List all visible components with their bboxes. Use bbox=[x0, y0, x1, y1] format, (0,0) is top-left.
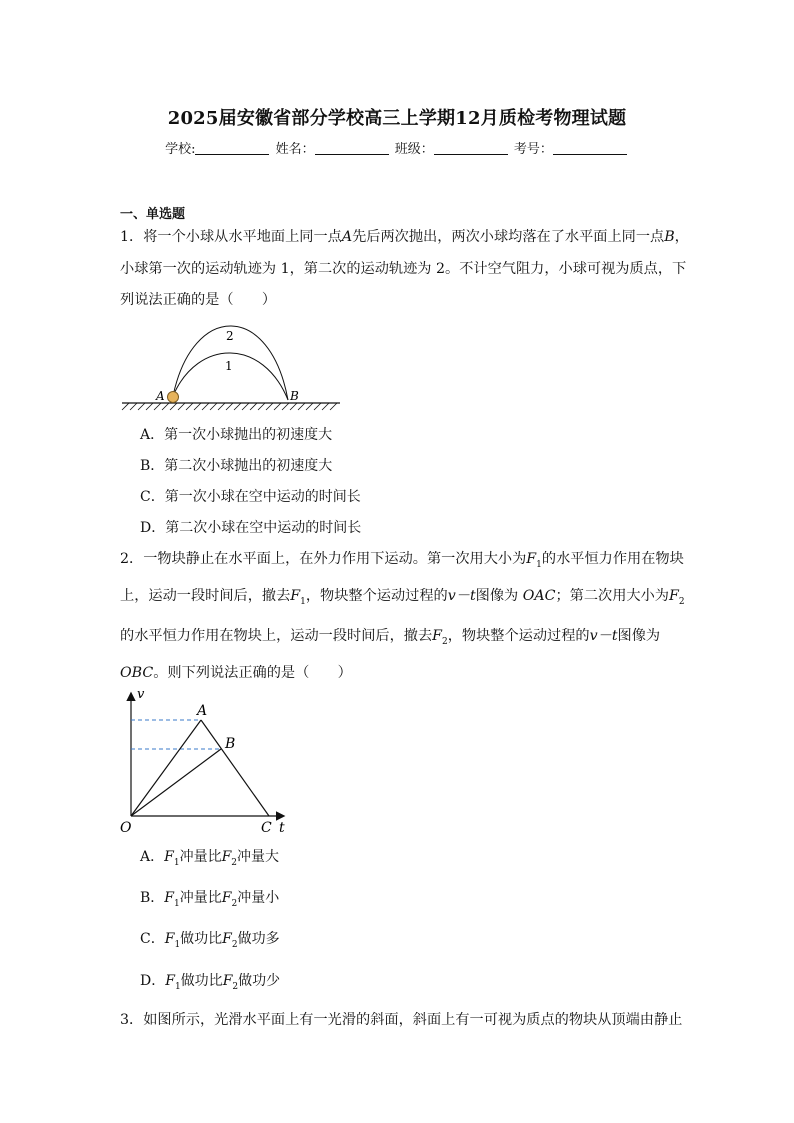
point-c-label: C bbox=[261, 820, 272, 836]
q2-vt-graph bbox=[115, 686, 295, 836]
class-blank[interactable] bbox=[434, 142, 508, 155]
q1-option-c[interactable]: C．第一次小球在空中运动的时间长 bbox=[140, 489, 361, 505]
q1-line-2: 小球第一次的运动轨迹为 1，第二次的运动轨迹为 2。不计空气阻力，小球可视为质点，下 bbox=[120, 261, 687, 277]
q2-line-4: OBC。则下列说法正确的是（ ） bbox=[120, 665, 352, 681]
q1-option-b[interactable]: B．第二次小球抛出的初速度大 bbox=[140, 458, 333, 474]
point-a-label: A bbox=[156, 389, 165, 403]
q2-line-3: 的水平恒力作用在物块上，运动一段时间后，撤去$F_2$，物块整个运动过程的v－t图像为 bbox=[120, 628, 661, 647]
origin-label: O bbox=[120, 820, 132, 836]
point-a-label: A bbox=[197, 703, 208, 719]
q1-line-3: 列说法正确的是（ ） bbox=[120, 292, 277, 308]
point-b-label: B bbox=[225, 736, 236, 752]
segment-ob bbox=[131, 749, 221, 816]
trajectory-2-label: 2 bbox=[226, 329, 234, 343]
exam-no-blank[interactable] bbox=[553, 142, 627, 155]
segment-oa bbox=[131, 720, 201, 816]
axis-t-label: t bbox=[279, 820, 285, 836]
school-blank[interactable] bbox=[195, 142, 269, 155]
name-label: 姓名： bbox=[275, 142, 315, 157]
page-title: 2025届安徽省部分学校高三上学期12月质检考物理试题 bbox=[167, 108, 627, 129]
q1-line-1: 1．将一个小球从水平地面上同一点A先后两次抛出，两次小球均落在了水平面上同一点B， bbox=[120, 229, 689, 245]
q1-option-d[interactable]: D．第二次小球在空中运动的时间长 bbox=[140, 520, 362, 536]
exam-no-label: 考号： bbox=[513, 142, 553, 157]
school-label: 学校: bbox=[165, 142, 196, 157]
q2-line-1: 2．一物块静止在水平面上，在外力作用下运动。第一次用大小为$F_1$的水平恒力作用在物块 bbox=[120, 551, 684, 570]
segment-ac bbox=[201, 720, 269, 816]
ground-hatching bbox=[122, 403, 337, 410]
q1-trajectory-figure bbox=[118, 320, 348, 415]
q2-option-c[interactable]: C．$F_1$做功比$F_2$做功多 bbox=[140, 931, 280, 950]
student-info-row bbox=[0, 138, 794, 157]
point-b-label: B bbox=[290, 389, 299, 403]
q2-option-a[interactable]: A．$F_1$冲量比$F_2$冲量大 bbox=[140, 849, 280, 868]
q2-line-2: 上，运动一段时间后，撤去$F_1$，物块整个运动过程的v－t图像为 OAC；第二次用大小为$F_2$ bbox=[120, 588, 685, 607]
section-heading-single-choice: 一、单选题 bbox=[120, 207, 186, 222]
axis-v-label: v bbox=[137, 687, 145, 702]
q3-line-1: 3．如图所示，光滑水平面上有一光滑的斜面，斜面上有一可视为质点的物块从顶端由静止 bbox=[120, 1012, 683, 1028]
ball bbox=[168, 392, 179, 403]
trajectory-1-label: 1 bbox=[225, 359, 233, 373]
name-blank[interactable] bbox=[315, 142, 389, 155]
q2-option-d[interactable]: D．$F_1$做功比$F_2$做功少 bbox=[140, 973, 281, 992]
q2-option-b[interactable]: B．$F_1$冲量比$F_2$冲量小 bbox=[140, 890, 280, 909]
q1-option-a[interactable]: A．第一次小球抛出的初速度大 bbox=[140, 427, 333, 443]
class-label: 班级： bbox=[394, 142, 434, 157]
